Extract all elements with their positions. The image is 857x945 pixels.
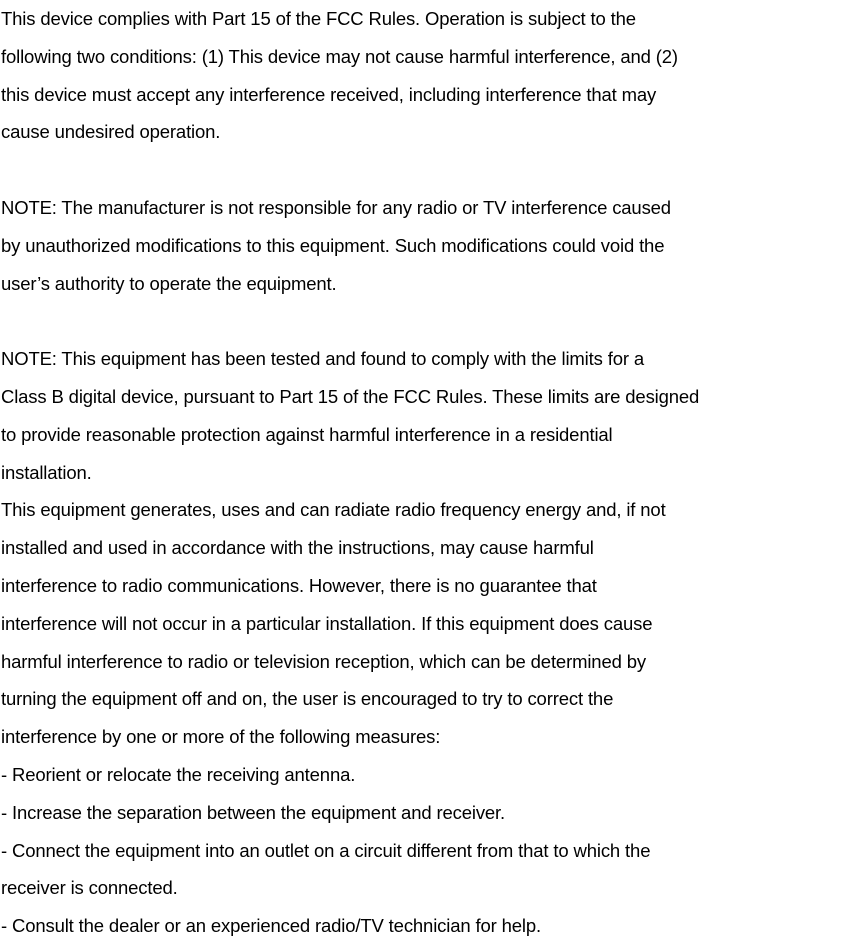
measure-item: - Connect the equipment into an outlet on a circuit different from that to which the bbox=[1, 839, 651, 861]
text-line: interference by one or more of the following measures: bbox=[1, 726, 441, 748]
measure-item-continuation: receiver is connected. bbox=[1, 877, 178, 899]
text-line: This equipment generates, uses and can radiate radio frequency energy and, if not bbox=[1, 499, 666, 521]
text-line: interference to radio communications. However, there is no guarantee that bbox=[1, 574, 597, 596]
interference-explanation-paragraph bbox=[1, 491, 857, 756]
paragraph-spacer bbox=[1, 151, 857, 189]
text-line: installation. bbox=[1, 461, 92, 483]
text-line: installed and used in accordance with the instructions, may cause harmful bbox=[1, 537, 594, 559]
text-line: turning the equipment off and on, the user is encouraged to try to correct the bbox=[1, 688, 614, 710]
class-b-note-paragraph bbox=[1, 340, 857, 491]
measure-item: - Consult the dealer or an experienced radio/TV technician for help. bbox=[1, 915, 541, 937]
manufacturer-note-paragraph bbox=[1, 189, 857, 302]
fcc-compliance-paragraph bbox=[1, 0, 857, 151]
measure-item: - Reorient or relocate the receiving antenna. bbox=[1, 763, 356, 785]
text-line: NOTE: This equipment has been tested and found to comply with the limits for a bbox=[1, 348, 644, 370]
text-line: to provide reasonable protection against harmful interference in a residential bbox=[1, 423, 613, 445]
text-line: by unauthorized modifications to this equipment. Such modifications could void the bbox=[1, 234, 665, 256]
measure-item: - Increase the separation between the equipment and receiver. bbox=[1, 801, 506, 823]
text-line: interference will not occur in a particular installation. If this equipment does cause bbox=[1, 612, 653, 634]
text-line: user’s authority to operate the equipment. bbox=[1, 272, 337, 294]
text-line: NOTE: The manufacturer is not responsible for any radio or TV interference caused bbox=[1, 196, 671, 218]
text-line: harmful interference to radio or television reception, which can be determined by bbox=[1, 650, 646, 672]
text-line: this device must accept any interference received, including interference that may bbox=[1, 83, 657, 105]
text-line: Class B digital device, pursuant to Part 15 of the FCC Rules. These limits are designed bbox=[1, 385, 700, 407]
text-line: following two conditions: (1) This device may not cause harmful interference, and (2) bbox=[1, 45, 678, 67]
measures-list bbox=[1, 756, 857, 945]
paragraph-spacer bbox=[1, 302, 857, 340]
text-line: This device complies with Part 15 of the FCC Rules. Operation is subject to the bbox=[1, 8, 636, 29]
text-line: cause undesired operation. bbox=[1, 121, 221, 143]
